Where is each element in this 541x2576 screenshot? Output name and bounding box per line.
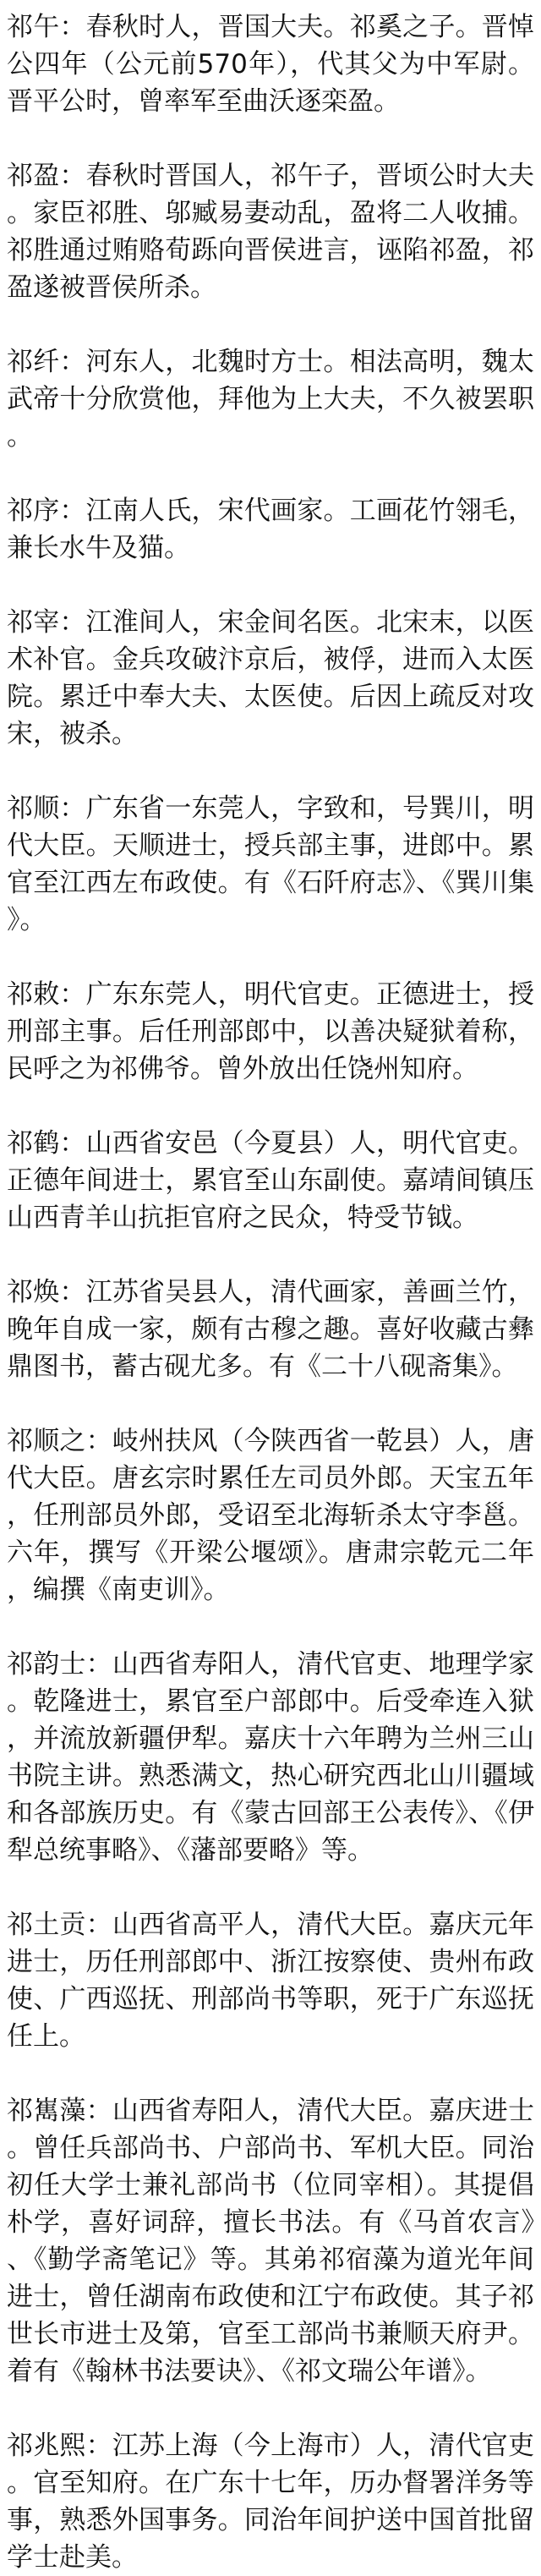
entry-qi-wu bbox=[7, 8, 534, 120]
entry-text: 祁嶲藻：山西省寿阳人，清代大臣。嘉庆进士。曾任兵部尚书、户部尚书、军机大臣。同治初任大学士兼礼部尚书（位同宰相）。其提倡朴学，喜好词辞，擅长书法。有《马首农言》、《勤学斋笔记》等。其弟祁宿藻为道光年间进士，曾任湖南布政使和江宁布政使。其子祁世长市进士及第，官至工部尚书兼顺天府尹。着有《翰林书法要诀》、《祁文瑞公年谱》。 bbox=[7, 2096, 534, 2387]
entry-qi-junzao bbox=[7, 2092, 534, 2390]
entry-text: 祁鹤：山西省安邑（今夏县）人，明代官吏。正德年间进士，累官至山东副使。嘉靖间镇压山西青羊山抗拒官府之民众，特受节钺。 bbox=[7, 1128, 534, 1233]
entry-text: 祁序：江南人氏，宋代画家。工画花竹翎毛，兼长水牛及猫。 bbox=[7, 496, 534, 563]
entry-qi-zai bbox=[7, 604, 534, 753]
entry-text: 祁土贡：山西省高平人，清代大臣。嘉庆元年进士，历任刑部郎中、浙江按察使、贵州布政使、广西巡抚、刑部尚书等职，死于广东巡抚任上。 bbox=[7, 1910, 534, 2052]
entry-qi-chi bbox=[7, 976, 534, 1088]
entry-text: 祁兆熙：江苏上海（今上海市）人，清代官吏。官至知府。在广东十七年，历办督署洋务等事，熟悉外国事务。同治年间护送中国首批留学士赴美。 bbox=[7, 2431, 534, 2573]
entry-text: 祁盈：春秋时晋国人，祁午子，晋顷公时大夫。家臣祁胜、邬臧易妻动乱，盈将二人收捕。祁胜通过贿赂荀跞向晋侯进言，诬陷祁盈，祁盈遂被晋侯所杀。 bbox=[7, 161, 534, 303]
entry-qi-shun bbox=[7, 790, 534, 939]
entry-qi-tugong bbox=[7, 1906, 534, 2055]
entry-text: 祁焕：江苏省吴县人，清代画家，善画兰竹，晚年自成一家，颇有古穆之趣。喜好收藏古彝鼎图书，蓄古砚尤多。有《二十八砚斋集》。 bbox=[7, 1277, 534, 1382]
entry-qi-zhaoxi bbox=[7, 2427, 534, 2576]
entry-text: 祁顺之：岐州扶风（今陕西省一乾县）人，唐代大臣。唐玄宗时累任左司员外郎。天宝五年，任刑部员外郎，受诏至北海斩杀太守李邕。六年，撰写《开梁公堰颂》。唐肃宗乾元二年，编撰《南吏训》。 bbox=[7, 1426, 534, 1605]
entry-text: 祁宰：江淮间人，宋金间名医。北宋末，以医术补官。金兵攻破汴京后，被俘，进而入太医院。累迁中奉大夫、太医使。后因上疏反对攻宋，被杀。 bbox=[7, 607, 534, 749]
entry-text: 祁纤：河东人，北魏时方士。相法高明，魏太武帝十分欣赏他，拜他为上大夫，不久被罢职。 bbox=[7, 347, 534, 452]
entry-qi-shunzhi bbox=[7, 1422, 534, 1609]
entry-text: 祁敕：广东东莞人，明代官吏。正德进士，授刑部主事。后任刑部郎中，以善决疑狱着称，民呼之为祁佛爷。曾外放出任饶州知府。 bbox=[7, 979, 534, 1084]
entry-text: 祁午：春秋时人，晋国大夫。祁奚之子。晋悼公四年（公元前570年），代其父为中军尉。晋平公时，曾率军至曲沃逐栾盈。 bbox=[7, 12, 534, 117]
entry-text: 祁顺：广东省一东莞人，字致和，号巽川，明代大臣。天顺进士，授兵部主事，进郎中。累官至江西左布政使。有《石阡府志》、《巽川集》。 bbox=[7, 793, 534, 935]
entry-qi-he bbox=[7, 1125, 534, 1236]
entry-qi-xian bbox=[7, 343, 534, 455]
entry-qi-yunshi bbox=[7, 1646, 534, 1869]
entry-qi-xu bbox=[7, 492, 534, 567]
entry-qi-huan bbox=[7, 1274, 534, 1385]
entry-qi-ying bbox=[7, 157, 534, 306]
entry-text: 祁韵士：山西省寿阳人，清代官吏、地理学家。乾隆进士，累官至户部郎中。后受牵连入狱，并流放新疆伊犁。嘉庆十六年聘为兰州三山书院主讲。熟悉满文，热心研究西北山川疆域和各部族历史。有《蒙古回部王公表传》、《伊犁总统事略》、《藩部要略》等。 bbox=[7, 1649, 534, 1866]
